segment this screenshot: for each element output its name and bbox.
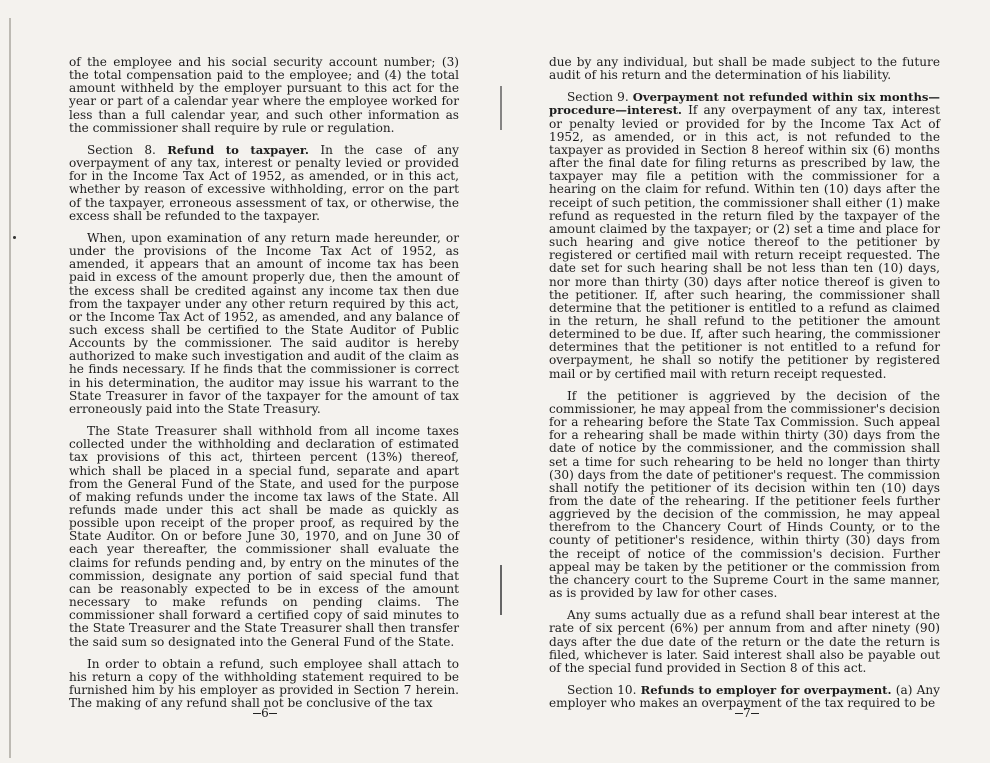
section-heading: Refunds to employer for overpayment. bbox=[640, 683, 892, 698]
page-number-text: 6 bbox=[261, 706, 269, 720]
section-label: Section 10. bbox=[567, 683, 637, 698]
paragraph: The State Treasurer shall withhold from all income taxes collected under the withholding and declaration of estimated tax provisions of this act, thirteen percent (13%) thereof, which shall be placed in a special fund, separate and apart from the General Fund of the State, and used for the purpose of making refunds under the income tax laws of the State. All refunds made under this act shall be made as quickly as possible upon receipt of the proper proof, as required by the State Auditor. On or before June 30, 1970, and on June 30 of each year thereafter, the commissioner shall evaluate the claims for refunds pending and, by entry on the minutes of the commission, designate any portion of said special fund that can be reasonably expected to be in excess of the amount necessary to make refunds on pending claims. The commissioner shall forward a certified copy of said minutes to the State Treasurer and the State Treasurer shall then transfer the said sum so designated into the General Fund of the State. bbox=[69, 424, 459, 649]
section-label: Section 9. bbox=[567, 90, 629, 105]
section-text: (a) Any employer who makes an overpayment of the tax required to be bbox=[549, 683, 940, 711]
section-8 bbox=[69, 144, 459, 223]
section-9 bbox=[549, 91, 940, 380]
section-heading: Refund to taxpayer. bbox=[167, 142, 309, 157]
page-number bbox=[225, 706, 305, 720]
paragraph: If the petitioner is aggrieved by the decision of the commissioner, he may appeal from the commissioner's decision for a rehearing before the State Tax Commission. Such appeal for a rehearing shall be made within thirty (30) days from the date of notice by the commissioner, and the commission shall set a time for such rehearing to be held no longer than thirty (30) days from the date of petitioner's request. The commission shall notify the petitioner of its decision within ten (10) days from the date of the rehearing. If the petitioner feels further aggrieved by the decision of the commission, he may appeal therefrom to the Chancery Court of Hinds County, or to the county of petitioner's residence, within thirty (30) days from the receipt of notice of the commission's decision. Further appeal may be taken by the petitioner or the commission from the chancery court to the Supreme Court in the same manner, as is provided by law for other cases. bbox=[549, 388, 940, 601]
section-heading: Overpayment not refunded within six months—procedure—interest. bbox=[549, 90, 940, 118]
paragraph: of the employee and his social security account number; (3) the total compensation paid to the employee; and (4) the total amount withheld by the employer pursuant to this act for the year or part of a calendar year where the employee worked for less than a full calendar year, and such other information as the commissioner shall require by rule or regulation. bbox=[69, 55, 459, 135]
section-text: If any overpayment of any tax, interest or penalty levied or provided for by the Income Tax Act of 1952, as amended, or in this act, is not refunded to the taxpayer as provided in Section 8 hereof within six (6) months after the final date for filing returns as prescribed by law, the taxpayer may file a petition with the commissioner for a hearing on the claim for refund. Within ten (10) days after the receipt of such petition, the commissioner shall either (1) make refund as requested in the return filed by the taxpayer of the amount claimed by the taxpayer; or (2) set a time and place for such hearing and give notice thereof to the petitioner by registered or certified mail with return receipt requested. The date set for such hearing shall be not less than ten (10) days, nor more than thirty (30) days after notice thereof is given to the petitioner. If, after such hearing, the commissioner shall determine that the petitioner is entitled to a refund as claimed in the return, he shall refund to the petitioner the amount determined to be due. If, after such hearing, the commissioner determines that the petitioner is not entitled to a refund for overpayment, he shall so notify the petitioner by registered mail or by certified mail with return receipt requested. bbox=[549, 103, 940, 381]
gutter-mark bbox=[500, 86, 502, 130]
paragraph: due by any individual, but shall be made subject to the future audit of his return and the determination of his liability. bbox=[549, 55, 940, 83]
page-number bbox=[707, 706, 787, 720]
page-number-text: 7 bbox=[743, 706, 751, 720]
paragraph: When, upon examination of any return made hereunder, or under the provisions of the Income Tax Act of 1952, as amended, it appears that an amount of income tax has been paid in excess of the amount properly due, then the amount of the excess shall be credited against any income tax then due from the taxpayer under any other return required by this act, or the Income Tax Act of 1952, as amended, and any balance of such excess shall be certified to the State Auditor of Public Accounts by the commissioner. The said auditor is hereby authorized to make such investigation and audit of the claim as he finds necessary. If he finds that the commissioner is correct in his determination, the auditor may issue his warrant to the State Treasurer in favor of the taxpayer for the amount of tax erroneously paid into the State Treasury. bbox=[69, 230, 459, 416]
gutter-mark bbox=[500, 565, 502, 615]
section-label: Section 8. bbox=[87, 142, 156, 157]
margin-speck bbox=[13, 236, 16, 239]
paragraph: In order to obtain a refund, such employee shall attach to his return a copy of the withholding statement required to be furnished him by his employer as provided in Section 7 herein. The making of any refund shall not be conclusive of the tax bbox=[69, 656, 459, 711]
paragraph: Any sums actually due as a refund shall bear interest at the rate of six percent (6%) per annum from and after ninety (90) days after the due date of the return or the date the return is filed, whichever is later. Said interest shall also be payable out of the special fund provided in Section 8 of this act. bbox=[549, 608, 940, 675]
binding-edge bbox=[9, 18, 11, 758]
left-page bbox=[69, 55, 459, 711]
right-page bbox=[549, 55, 940, 711]
section-text: In the case of any overpayment of any tax, interest or penalty levied or provided for in the Income Tax Act of 1952, as amended, or in this act, whether by reason of excessive withholding, error on the part of the taxpayer, erroneous assessment of tax, or otherwise, the excess shall be refunded to the taxpayer. bbox=[69, 142, 459, 223]
